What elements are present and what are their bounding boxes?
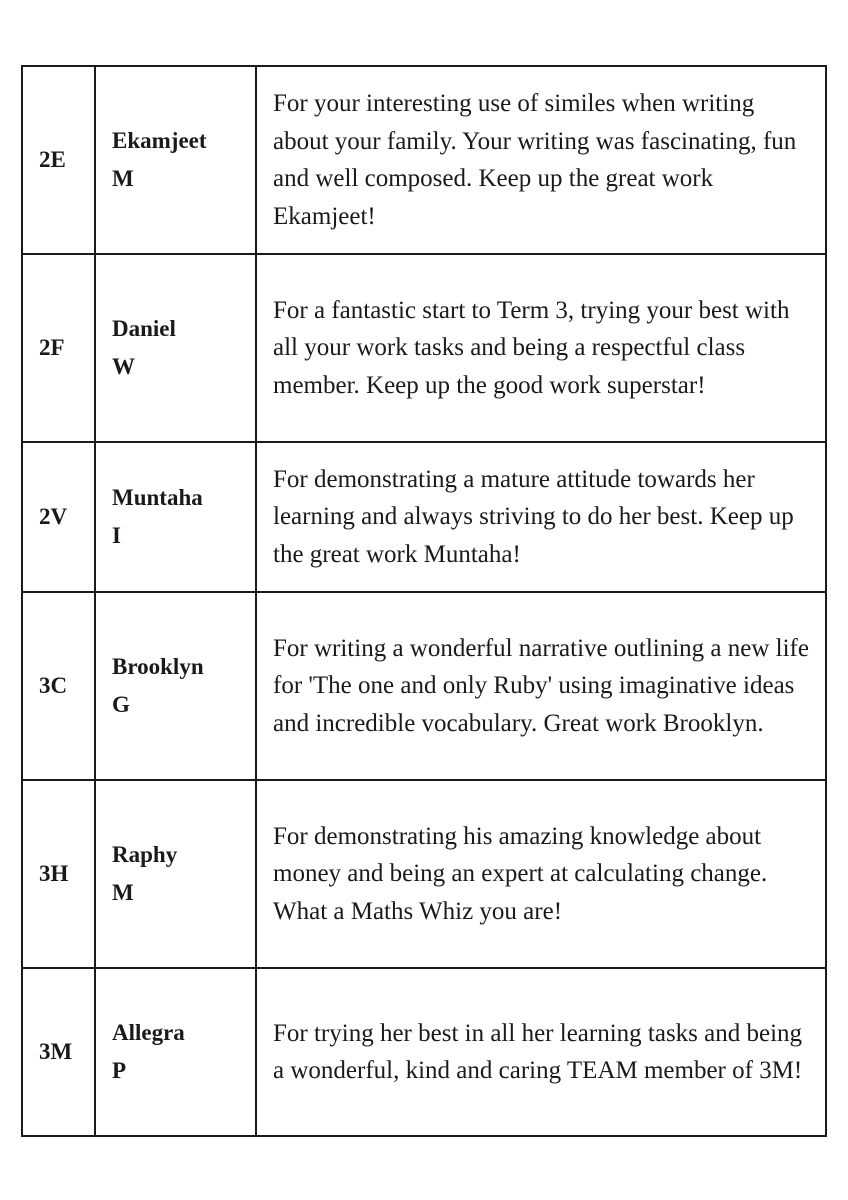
table-row xyxy=(22,592,826,780)
class-cell: 3H xyxy=(22,780,95,968)
student-first-name: Muntaha xyxy=(112,485,203,510)
student-last-initial: M xyxy=(112,880,134,905)
award-description: For your interesting use of similes when writing about your family. Your writing was fascinating, fun and well composed. Keep up the great work Ekamjeet! xyxy=(256,66,826,254)
student-name-cell xyxy=(95,66,256,254)
table-row xyxy=(22,442,826,592)
awards-table xyxy=(21,65,827,1137)
class-cell: 2E xyxy=(22,66,95,254)
student-name-cell xyxy=(95,442,256,592)
award-description: For trying her best in all her learning tasks and being a wonderful, kind and caring TEAM member of 3M! xyxy=(256,968,826,1136)
student-last-initial: M xyxy=(112,166,134,191)
student-last-initial: P xyxy=(112,1058,127,1083)
student-name-cell xyxy=(95,254,256,442)
student-first-name: Brooklyn xyxy=(112,654,204,679)
class-cell: 3C xyxy=(22,592,95,780)
table-row xyxy=(22,66,826,254)
student-first-name: Daniel xyxy=(112,316,176,341)
student-name-cell xyxy=(95,968,256,1136)
table-row xyxy=(22,968,826,1136)
student-last-initial: G xyxy=(112,692,130,717)
award-description: For writing a wonderful narrative outlining a new life for 'The one and only Ruby' using imaginative ideas and incredible vocabulary. Great work Brooklyn. xyxy=(256,592,826,780)
student-first-name: Allegra xyxy=(112,1020,185,1045)
class-cell: 3M xyxy=(22,968,95,1136)
student-first-name: Ekamjeet xyxy=(112,128,207,153)
student-name-cell xyxy=(95,780,256,968)
class-cell: 2F xyxy=(22,254,95,442)
student-last-initial: W xyxy=(112,354,135,379)
student-last-initial: I xyxy=(112,523,121,548)
award-description: For demonstrating a mature attitude towards her learning and always striving to do her best. Keep up the great work Muntaha! xyxy=(256,442,826,592)
student-first-name: Raphy xyxy=(112,842,178,867)
table-row xyxy=(22,780,826,968)
award-description: For demonstrating his amazing knowledge about money and being an expert at calculating change. What a Maths Whiz you are! xyxy=(256,780,826,968)
award-description: For a fantastic start to Term 3, trying your best with all your work tasks and being a respectful class member. Keep up the good work superstar! xyxy=(256,254,826,442)
table-row xyxy=(22,254,826,442)
class-cell: 2V xyxy=(22,442,95,592)
student-name-cell xyxy=(95,592,256,780)
